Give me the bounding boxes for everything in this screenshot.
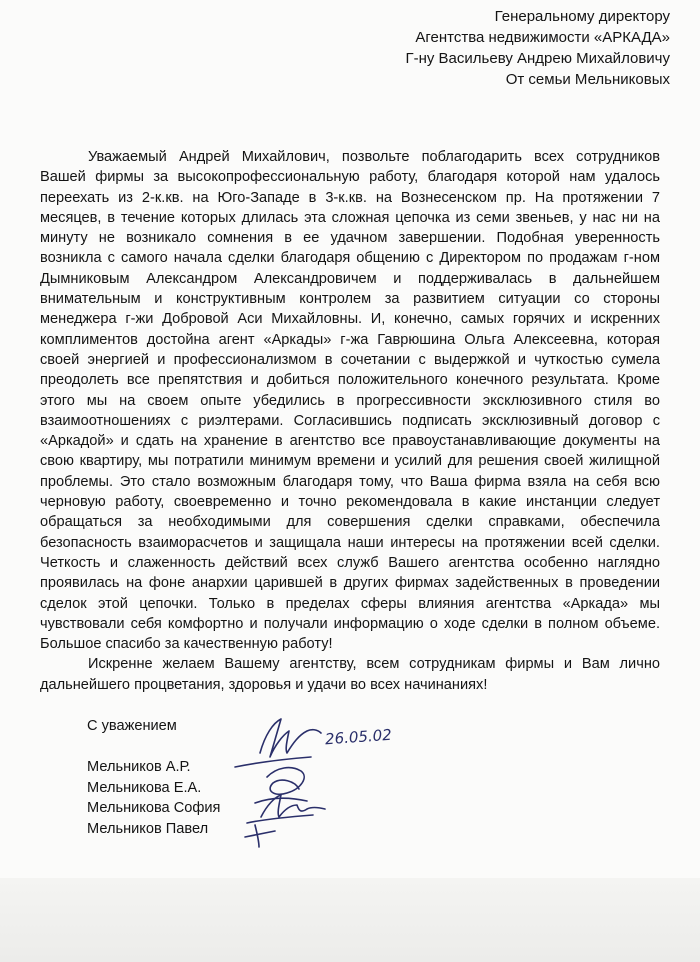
signature-stroke <box>235 757 311 767</box>
signature-stroke <box>255 825 259 847</box>
addressee-line: Агентства недвижимости «АРКАДА» <box>415 29 670 46</box>
closing-phrase: С уважением <box>87 718 177 734</box>
signer-name: Мельникова Е.А. <box>87 779 202 796</box>
signer-name: Мельникова София <box>87 800 221 816</box>
addressee-block <box>405 6 670 90</box>
body-paragraph: Уважаемый Андрей Михайлович, позвольте поблагодарить всех сотрудников Вашей фирмы за высокопрофессиональную работу, благодаря которой нам удалось переехать из 2-к.кв. на Юго-Западе в 3-к.кв. на Вознесенском пр. На протяжении 7 месяцев, в течение которых длилась эта сложная цепочка из семи звеньев, у нас ни на минуту не возникало сомнения в ее удачном завершении. Подобная уверенность возникла с самого начала сделки благодаря общению с Директором по продажам г-ном Дымниковым Александром Александровичем и поддерживалась в дальнейшем внимательным и конструктивным контролем за развитием ситуации со стороны менеджера г-жи Добровой Аси Михайловны. И, конечно, самых горячих и искренних комплиментов достойна агент «Аркады» г-жа Гаврюшина Ольга Алексеевна, которая своей энергией и профессионализмом в сочетании с выдержкой и чуткостью сумела преодолеть все препятствия и добиться положительного конечного результата. Кроме этого мы на своем опыте убедились в прогрессивности эксклюзивного стиля во взаимоотношениях с риэлтерами. Согласившись подписать эксклюзивный договор с «Аркадой» и сдать на хранение в агентство все правоустанавливающие документы на свою квартиру, мы потратили минимум времени и усилий для решения своей жилищной проблемы. Это стало возможным благодаря тому, что Ваша фирма взяла на себя всю черновую работу, своевременно и точно рекомендовала в какие инстанции следует обращаться за необходимыми для совершения сделки справками, обеспечила безопасность взаиморасчетов и защищала наши интересы на протяжении всей сделки. Четкость и слаженность действий всех служб Вашего агентства особенно наглядно проявилась на фоне анархии царившей в других фирмах задейственных в проведении сделок этой цепочки. Только в пределах сферы влияния агентства «Аркада» мы чувствовали себя комфортно и получали информацию о ходе сделки в полном объеме. Большое спасибо за качественную работу! <box>40 149 660 653</box>
signature-stroke <box>267 768 304 795</box>
signer-name: Мельников Павел <box>87 820 209 837</box>
signature-date: 26.05.02 <box>324 725 393 749</box>
body-paragraph: Искренне желаем Вашему агентству, всем сотрудникам фирмы и Вам лично дальнейшего процветания, здоровья и удачи во всех начинаниях! <box>40 656 660 693</box>
letter-body <box>40 147 660 695</box>
paper-bottom-edge <box>0 878 700 962</box>
signature-stroke <box>260 719 321 757</box>
addressee-line: От семьи Мельниковых <box>505 71 670 88</box>
addressee-line: Г-ну Васильеву Андрею Михайловичу <box>405 50 670 67</box>
signer-name: Мельников А.Р. <box>87 759 191 775</box>
signers-list <box>87 757 220 839</box>
addressee-line: Генеральному директору <box>494 8 670 25</box>
handwritten-signatures <box>215 705 355 855</box>
signature-stroke <box>245 831 275 837</box>
